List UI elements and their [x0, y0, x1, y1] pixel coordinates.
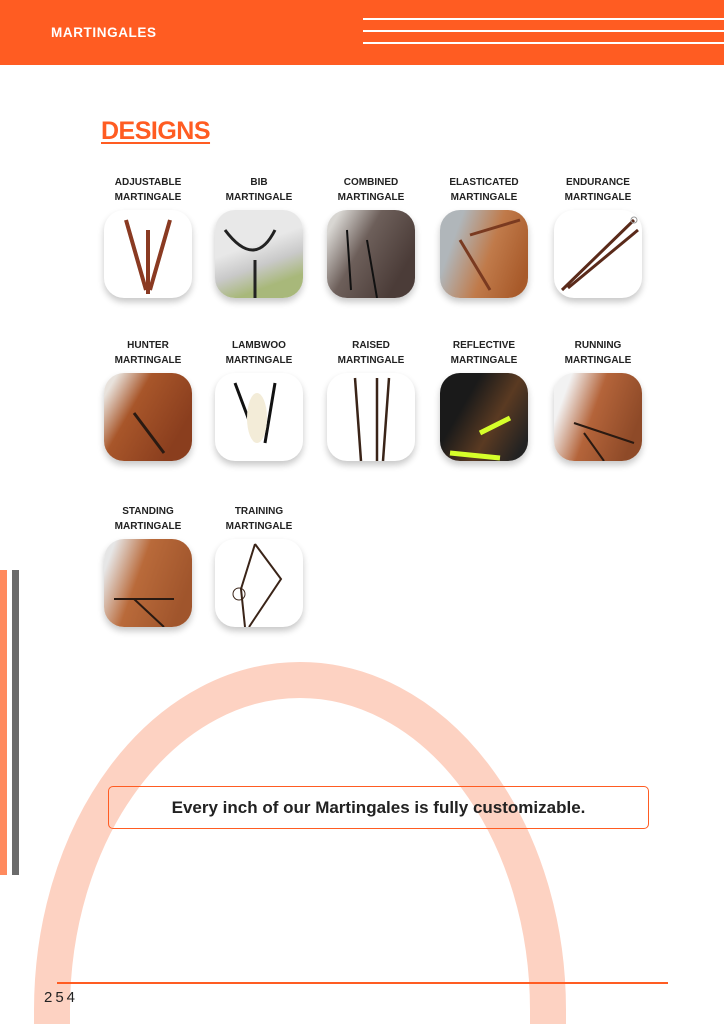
header-title: MARTINGALES: [51, 25, 157, 40]
design-item-raised: [316, 338, 426, 461]
header-banner: [0, 0, 724, 65]
design-item-adjustable: [93, 175, 203, 298]
design-label: LAMBWOO MARTINGALE: [225, 340, 293, 366]
header-decor-line: [363, 30, 724, 32]
footer-divider: [57, 982, 668, 984]
raised-martingale-image: [327, 373, 415, 461]
standing-martingale-image: [104, 539, 192, 627]
section-title: DESIGNS: [101, 117, 211, 145]
design-item-training: [204, 504, 314, 627]
page-number: 254: [44, 989, 79, 1006]
running-martingale-image: [554, 373, 642, 461]
design-item-bib: [204, 175, 314, 298]
design-label: RUNNING MARTINGALE: [564, 340, 632, 366]
design-label: HUNTER MARTINGALE: [114, 340, 182, 366]
design-item-lambwoo: [204, 338, 314, 461]
design-label: ENDURANCE MARTINGALE: [564, 177, 632, 203]
design-label: RAISED MARTINGALE: [337, 340, 405, 366]
elasticated-martingale-image: [440, 210, 528, 298]
side-bar-orange: [0, 570, 7, 875]
customization-note: Every inch of our Martingales is fully customizable.: [108, 786, 649, 829]
side-bar-gray: [12, 570, 19, 875]
design-item-elasticated: [429, 175, 539, 298]
design-label: ELASTICATED MARTINGALE: [449, 177, 519, 203]
design-label: TRAINING MARTINGALE: [225, 506, 293, 532]
adjustable-martingale-image: [104, 210, 192, 298]
design-item-standing: [93, 504, 203, 627]
header-decor-line: [363, 42, 724, 44]
endurance-martingale-image: [554, 210, 642, 298]
lambwoo-martingale-image: [215, 373, 303, 461]
training-martingale-image: [215, 539, 303, 627]
design-item-reflective: [429, 338, 539, 461]
bib-martingale-image: [215, 210, 303, 298]
design-label: STANDING MARTINGALE: [114, 506, 182, 532]
design-label: COMBINED MARTINGALE: [337, 177, 405, 203]
reflective-martingale-image: [440, 373, 528, 461]
design-item-endurance: [543, 175, 653, 298]
combined-martingale-image: [327, 210, 415, 298]
design-label: BIB MARTINGALE: [225, 177, 293, 203]
design-label: REFLECTIVE MARTINGALE: [450, 340, 518, 366]
design-label: ADJUSTABLE MARTINGALE: [114, 177, 182, 203]
design-item-running: [543, 338, 653, 461]
header-decor-line: [363, 18, 724, 20]
design-item-hunter: [93, 338, 203, 461]
hunter-martingale-image: [104, 373, 192, 461]
design-item-combined: [316, 175, 426, 298]
